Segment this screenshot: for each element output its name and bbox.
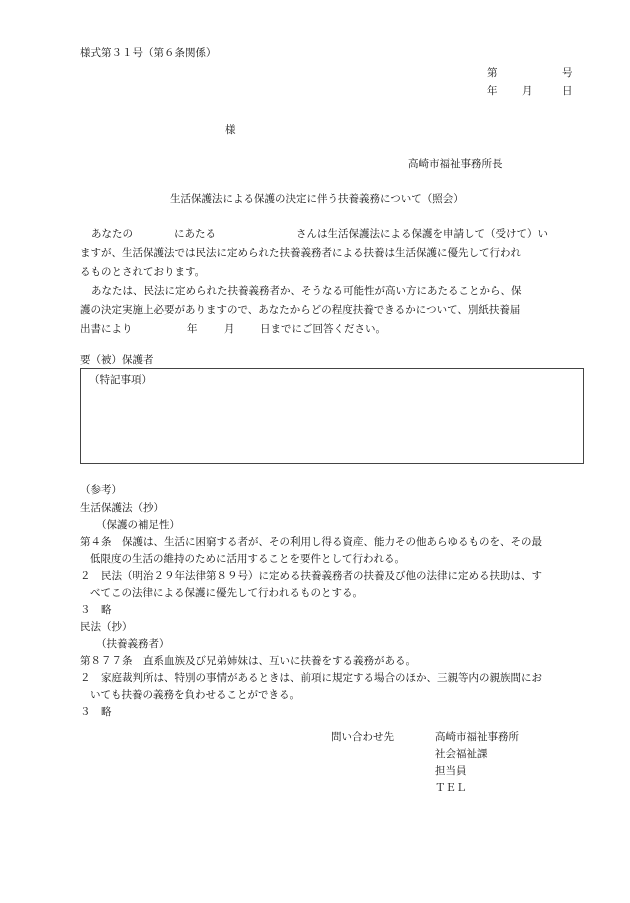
addressee-suffix: 様 (225, 124, 236, 136)
contact-office: 高崎市福祉事務所 (435, 731, 519, 743)
law1-para3: ３ 略 (80, 604, 112, 616)
body-p1-line3: るものとされております。 (80, 266, 206, 278)
law1-title: 生活保護法（抄） (80, 502, 164, 514)
memo-box (80, 368, 584, 464)
date-year: 年 (487, 85, 498, 97)
contact-tel: ＴＥＬ (435, 782, 467, 794)
law2-para2-line1: ２ 家庭裁判所は、特別の事情があるときは、前項に規定する場合のほか、三親等内の親族間にお (80, 672, 542, 684)
date-day: 日 (562, 85, 573, 97)
document-title: 生活保護法による保護の決定に伴う扶養義務について（照会） (170, 193, 464, 205)
body-p1-seg-c: さんは生活保護法による保護を申請して（受けて）い (296, 228, 548, 240)
contact-label: 問い合わせ先 (331, 731, 394, 743)
body-p2-seg-b: 年 (187, 323, 198, 335)
contact-person: 担当員 (435, 765, 467, 777)
law1-article4-line1: 第４条 保護は、生活に困窮する者が、その利用し得る資産、能力その他あらゆるものを、その最 (80, 536, 542, 548)
law1-para2-line1: ２ 民法（明治２９年法律第８９号）に定める扶養義務者の扶養及び他の法律に定める扶助は、す (80, 570, 542, 582)
body-p2-line2: 護の決定実施上必要がありますので、あなたからどの程度扶養できるかについて、別紙扶養届 (80, 304, 521, 316)
body-p2-seg-c: 月 (224, 323, 235, 335)
law2-title: 民法（抄） (80, 621, 133, 633)
body-p2-seg-a: 出書により (80, 323, 133, 335)
law1-para2-line2: べてこの法律による保護に優先して行われるものとする。 (90, 587, 363, 599)
doc-number-suffix: 号 (562, 67, 573, 79)
law2-caption: （扶養義務者） (96, 638, 170, 650)
body-p1-seg-a: あなたの (91, 228, 133, 240)
date-month: 月 (522, 85, 533, 97)
sender: 高崎市福祉事務所長 (408, 158, 503, 170)
law2-article877: 第８７７条 直系血族及び兄弟姉妹は、互いに扶養をする義務がある。 (80, 655, 416, 667)
doc-number-prefix: 第 (487, 67, 498, 79)
contact-section: 社会福祉課 (435, 748, 488, 760)
memo-label: （特記事項） (89, 374, 152, 386)
body-p1-line2: ますが、生活保護法では民法に定められた扶養義務者による扶養は生活保護に優先して行われ (80, 247, 521, 259)
body-p1-seg-b: にあたる (174, 228, 216, 240)
recipient-label: 要（被）保護者 (80, 354, 154, 366)
law1-caption: （保護の補足性） (96, 519, 180, 531)
body-p2-seg-d: 日までにご回答ください。 (260, 323, 386, 335)
law2-para2-line2: いても扶養の義務を負わせることができる。 (90, 689, 300, 701)
body-p2-line1: あなたは、民法に定められた扶養義務者か、そうなる可能性が高い方にあたることから、保 (91, 285, 522, 297)
reference-heading: （参考） (80, 484, 122, 496)
law2-para3: ３ 略 (80, 706, 112, 718)
law1-article4-line2: 低限度の生活の維持のために活用することを要件として行われる。 (90, 553, 405, 565)
form-number: 様式第３１号（第６条関係） (80, 47, 217, 59)
